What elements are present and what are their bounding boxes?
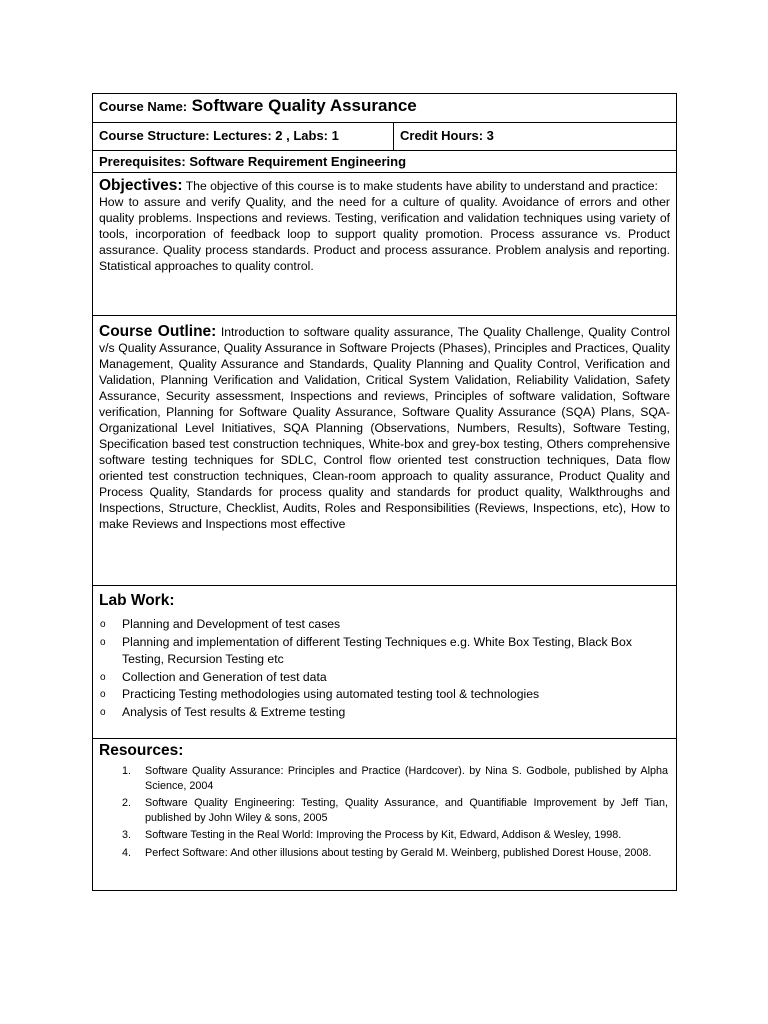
- course-name-label: Course Name:: [99, 99, 188, 114]
- course-outline-paragraph: [93, 324, 676, 532]
- lab-work-item: o Collection and Generation of test data: [93, 669, 676, 687]
- objectives-text: The objective of this course is to make students have ability to understand and practice:: [185, 179, 658, 193]
- prerequisites: Prerequisites: Software Requirement Engineering: [93, 151, 676, 173]
- resource-item: 1. Software Quality Assurance: Principles and Practice (Hardcover). by Nina S. Godbole, published by Alpha Science, 2004: [122, 765, 668, 792]
- objectives-details: How to assure and verify Quality, and the need for a culture of quality. Avoidance of errors and other quality problems. Inspections and reviews. Testing, verification and validation techniques using variety of tools, incorporation of feedback loop to support quality promotion. Process assurance vs. Product assurance. Quality process standards. Product and process assurance. Problem analysis and reporting. Statistical approaches to quality control.: [99, 195, 670, 273]
- lab-work-section: [93, 586, 676, 739]
- objectives-heading: Objectives:: [99, 177, 183, 194]
- resources-heading: Resources:: [99, 742, 184, 759]
- bullet-icon: o: [100, 671, 106, 683]
- lab-work-item: o Practicing Testing methodologies using automated testing tool & technologies: [93, 686, 676, 704]
- resource-item: 2. Software Quality Engineering: Testing, Quality Assurance, and Quantifiable Improvement by Jeff Tian, published by John Wiley & sons, 2005: [122, 797, 668, 824]
- lab-work-list: [93, 616, 676, 721]
- resource-item: 3. Software Testing in the Real World: Improving the Process by Kit, Edward, Addison & Wesley, 1998.: [122, 829, 622, 841]
- bullet-icon: o: [100, 706, 106, 718]
- lab-work-heading: Lab Work:: [99, 592, 175, 609]
- objectives-section: [93, 173, 676, 316]
- course-structure: Course Structure: Lectures: 2 , Labs: 1: [93, 123, 394, 150]
- resource-item: 4. Perfect Software: And other illusions about testing by Gerald M. Weinberg, published Dorest House, 2008.: [122, 846, 652, 859]
- course-outline-text: Introduction to software quality assurance, The Quality Challenge, Quality Control v/s Quality Assurance, Quality Assurance in Software Projects (Phases), Principles and Practices, Quality Management, Quality Assurance and Standards, Quality Planning and Quality Control, Verification and Validation, Planning Verification and Validation, Critical System Validation, Reliability Validation, Safety Assurance, Security assessment, Inspections and reviews, Principles of software validation, Software verification, Planning for Software Quality Assurance, Software Quality Assurance (SQA) Plans, SQA-Organizational Level Initiatives, SQA Planning (Observations, Numbers, Results), Software Testing, Specification based test construction techniques, White-box and grey-box testing, Others comprehensive software testing techniques for SDLC, Control flow oriented test construction techniques, Data flow oriented test construction techniques, Clean-room approach to quality assurance, Product Quality and Process Quality, Standards for process quality and standards for product quality, Walkthroughs and Inspections, Structure, Checklist, Audits, Roles and Responsibilities (Reviews, Inspections, etc), How to make Reviews and Inspections most effective: [99, 325, 670, 531]
- course-outline-section: [93, 316, 676, 586]
- bullet-icon: o: [100, 689, 106, 700]
- course-name-value: Software Quality Assurance: [191, 96, 417, 115]
- course-outline-heading: Course Outline:: [99, 323, 217, 340]
- lab-work-item: o Analysis of Test results & Extreme testing: [93, 704, 676, 722]
- course-name-row: [93, 94, 676, 123]
- credit-hours: Credit Hours: 3: [400, 128, 494, 143]
- objectives-paragraph: [93, 178, 676, 194]
- lab-work-item: o Planning and implementation of different Testing Techniques e.g. White Box Testing, Black Box Testing, Recursion Testing etc: [100, 634, 632, 666]
- course-table: [92, 93, 677, 891]
- resources-section: [93, 739, 676, 890]
- lab-work-item: o Planning and Development of test cases: [93, 616, 676, 634]
- bullet-icon: o: [100, 619, 106, 630]
- course-structure-row: [93, 123, 676, 151]
- bullet-icon: o: [100, 636, 106, 648]
- resources-list: [93, 764, 676, 860]
